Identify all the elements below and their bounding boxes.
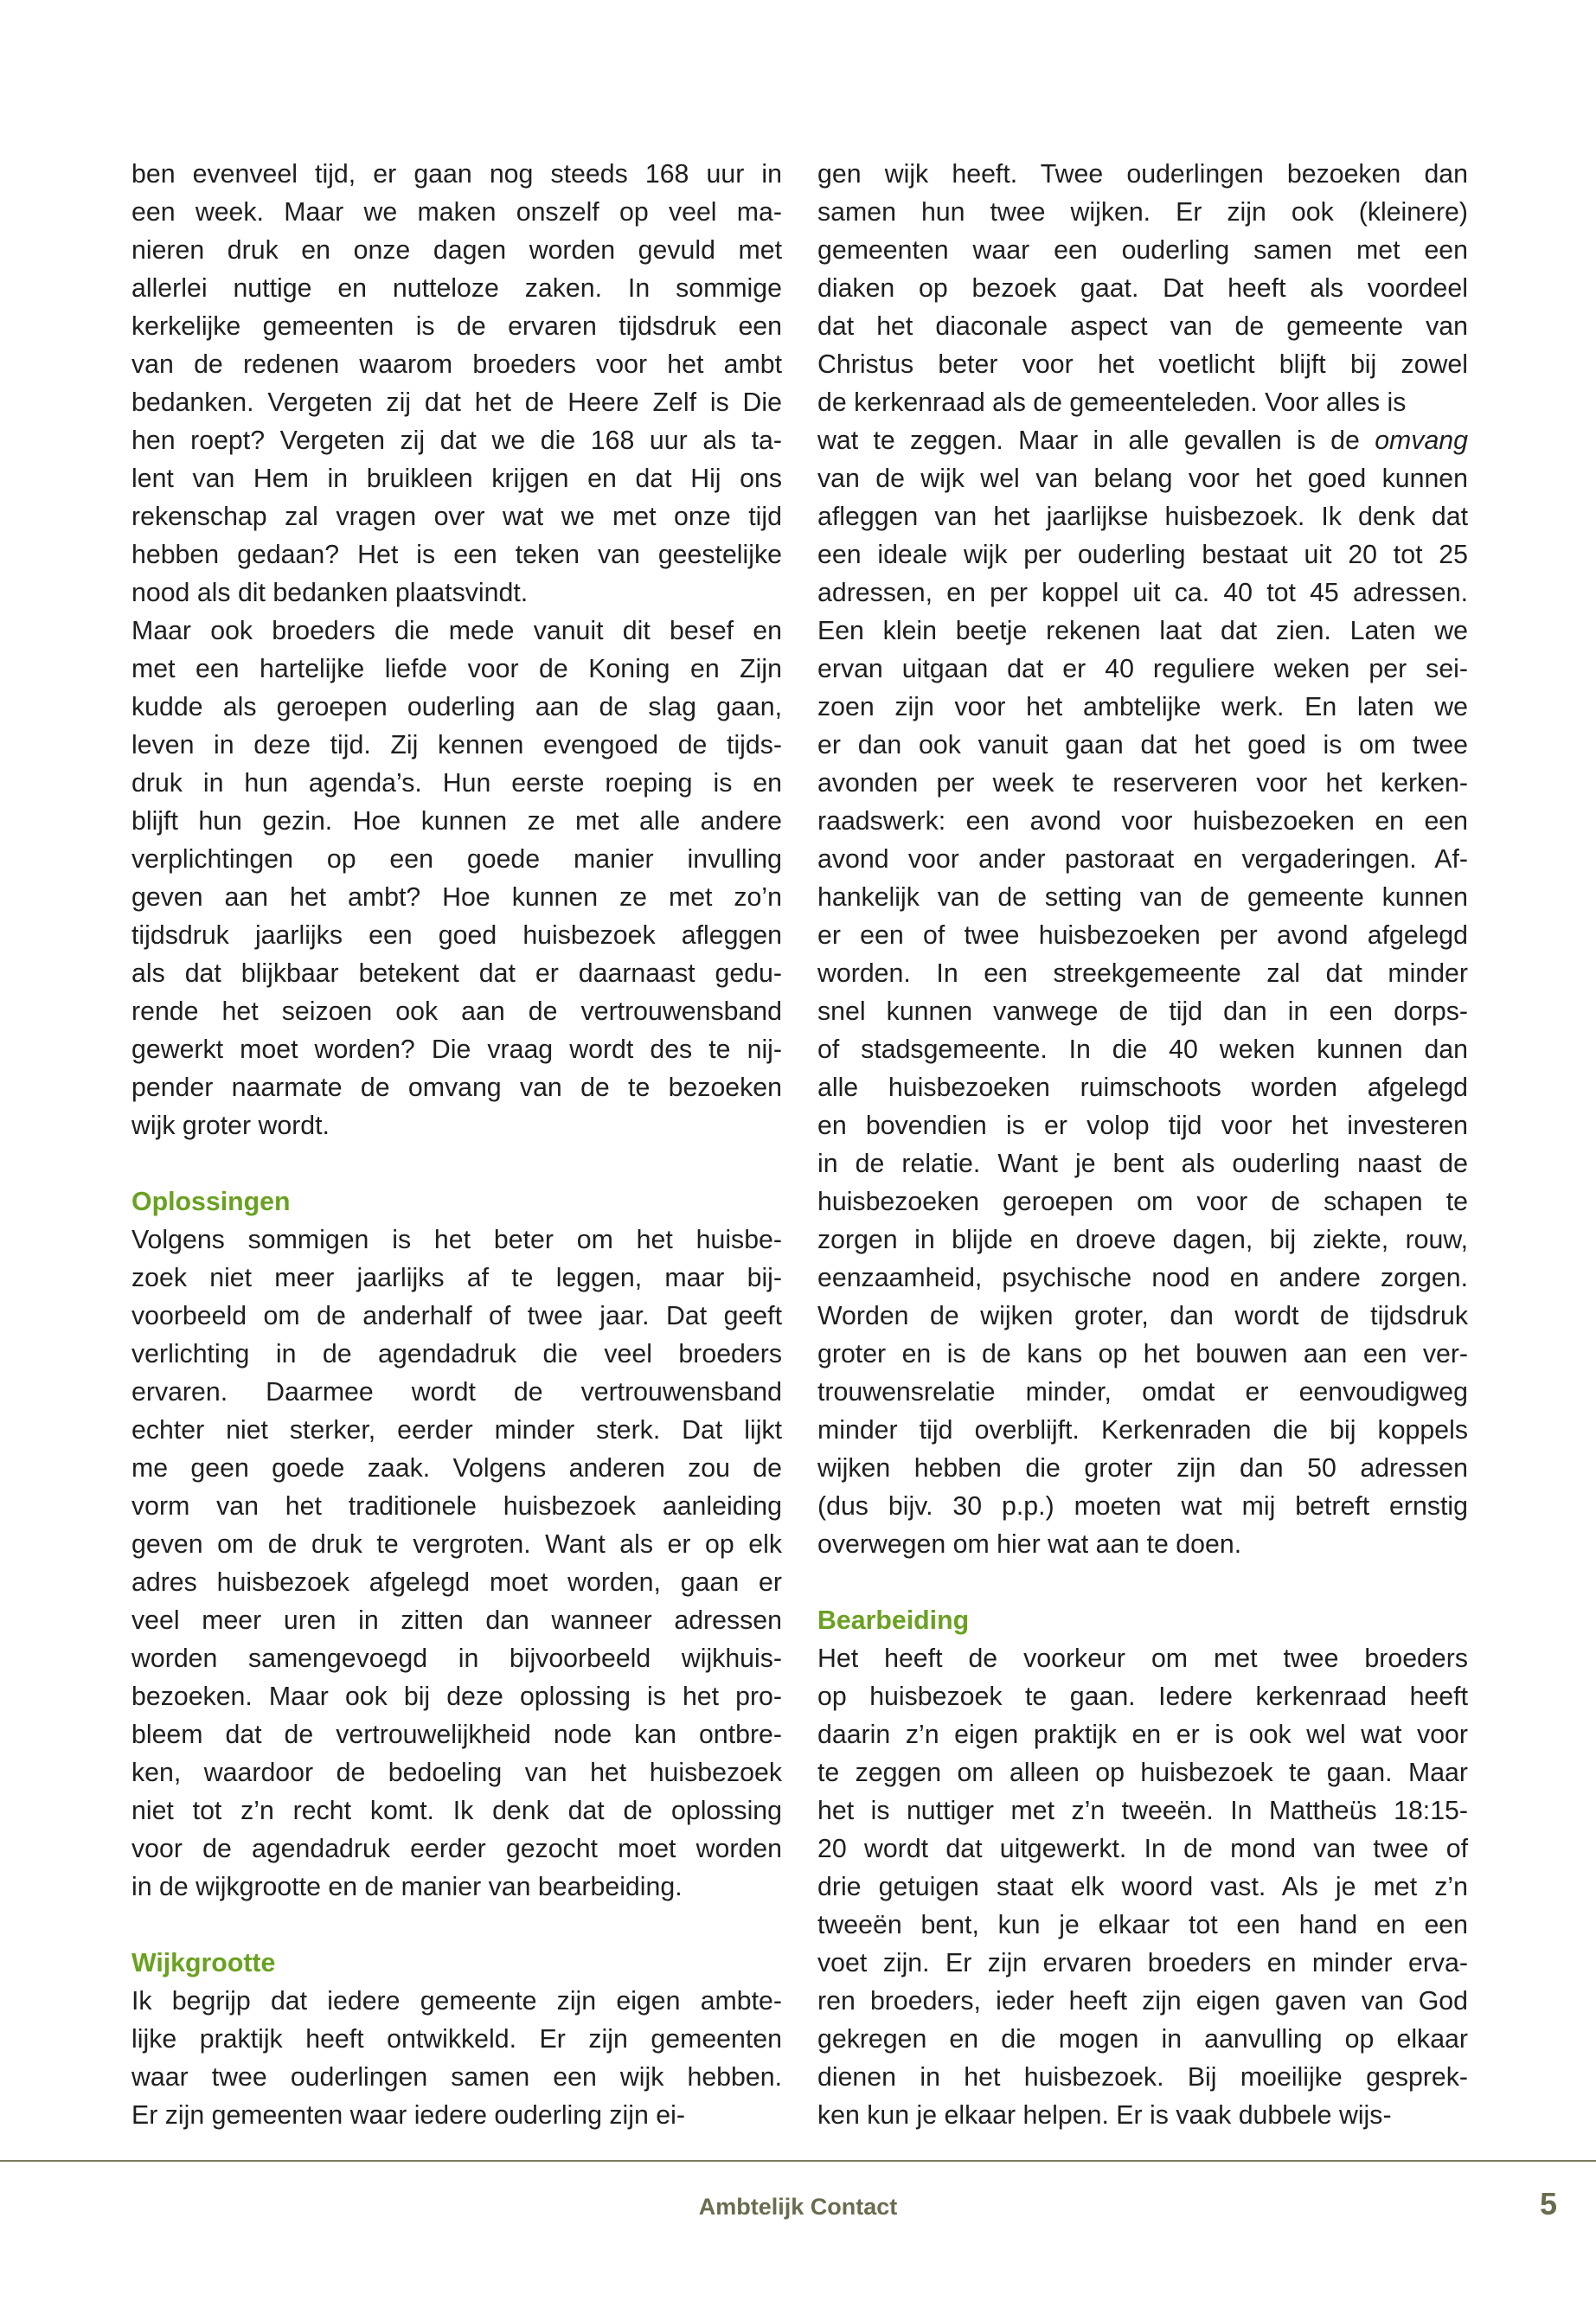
text-line: van de wijk wel van belang voor het goed kunnen <box>817 465 1468 493</box>
text-line: trouwensrelatie minder, omdat er eenvoudigweg <box>817 1378 1468 1407</box>
text-line: hankelijk van de setting van de gemeente kunnen <box>817 883 1468 912</box>
text-line: verplichtingen op een goede manier invulling <box>131 845 782 874</box>
text-line: snel kunnen vanwege de tijd dan in een dorps- <box>817 997 1468 1026</box>
text-line: ren broeders, ieder heeft zijn eigen gaven van God <box>817 1987 1468 2016</box>
text-line: ken kun je elkaar helpen. Er is vaak dubbele wijs- <box>817 2101 1392 2130</box>
text-line: te zeggen om alleen op huisbezoek te gaan. Maar <box>817 1759 1468 1787</box>
text-line: tweeën bent, kun je elkaar tot een hand en een <box>817 1911 1468 1939</box>
text-line-start: wat te zeggen. Maar in alle gevallen is de <box>817 426 1375 455</box>
page-number: 5 <box>1539 2186 1557 2221</box>
text-line: nood als dit bedanken plaatsvindt. <box>131 579 529 607</box>
emphasis-omvang: omvang <box>1375 426 1468 455</box>
text-line: dat het diaconale aspect van de gemeente van <box>817 312 1468 341</box>
text-line: een week. Maar we maken onszelf op veel ma- <box>131 198 782 227</box>
text-line: bedanken. Vergeten zij dat het de Heere Zelf is Die <box>131 388 782 417</box>
text-line: veel meer uren in zitten dan wanneer adressen <box>131 1606 782 1635</box>
text-line: wijken hebben die groter zijn dan 50 adressen <box>817 1454 1468 1483</box>
text-line: huisbezoeken geroepen om voor de schapen te <box>817 1188 1468 1216</box>
text-line: geven om de druk te vergroten. Want als er op elk <box>131 1530 782 1559</box>
text-line: wijk groter wordt. <box>131 1112 330 1140</box>
text-line: Het heeft de voorkeur om met twee broeders <box>817 1644 1468 1673</box>
text-line: Worden de wijken groter, dan wordt de tijdsdruk <box>817 1302 1468 1330</box>
text-line: zorgen in blijde en droeve dagen, bij ziekte, rouw, <box>817 1226 1468 1254</box>
text-line: gewerkt moet worden? Die vraag wordt des te nij- <box>131 1035 782 1064</box>
text-line: rekenschap zal vragen over wat we met onze tijd <box>131 503 782 531</box>
text-line: 20 wordt dat uitgewerkt. In de mond van twee of <box>817 1835 1468 1863</box>
text-line: het is nuttiger met z’n tweeën. In Mattheüs 18:15- <box>817 1797 1468 1825</box>
text-line: daarin z’n eigen praktijk en er is ook wel wat voor <box>817 1721 1468 1749</box>
paragraph <box>131 1221 782 1907</box>
text-line <box>817 422 1468 460</box>
text-line: met een hartelijke liefde voor de Koning en Zijn <box>131 655 782 683</box>
text-line: voet zijn. Er zijn ervaren broeders en minder erva- <box>817 1949 1468 1977</box>
text-line: als dat blijkbaar betekent dat er daarnaast gedu- <box>131 959 782 988</box>
text-line: Volgens sommigen is het beter om het huisbe- <box>131 1226 782 1254</box>
paragraph <box>131 1983 782 2135</box>
text-line: minder tijd overblijft. Kerkenraden die bij koppels <box>817 1416 1468 1445</box>
text-line: verlichting in de agendadruk die veel broeders <box>131 1340 782 1368</box>
text-line: raadswerk: een avond voor huisbezoeken en een <box>817 807 1468 836</box>
text-line: samen hun twee wijken. Er zijn ook (kleinere) <box>817 198 1468 227</box>
text-line: worden. In een streekgemeente zal dat minder <box>817 959 1468 988</box>
footer-rule <box>0 2160 1596 2162</box>
text-line: dienen in het huisbezoek. Bij moeilijke gesprek- <box>817 2063 1468 2092</box>
section-heading-wijkgrootte: Wijkgrootte <box>131 1949 276 1977</box>
text-line: worden samengevoegd in bijvoorbeeld wijkhuis- <box>131 1644 782 1673</box>
text-line: geven aan het ambt? Hoe kunnen ze met zo’n <box>131 883 782 912</box>
text-line: pender naarmate de omvang van de te bezoeken <box>131 1074 782 1102</box>
paragraph <box>817 1640 1468 2135</box>
text-line: blijft hun gezin. Hoe kunnen ze met alle andere <box>131 807 782 836</box>
text-line: Maar ook broeders die mede vanuit dit besef en <box>131 617 782 645</box>
text-line: vorm van het traditionele huisbezoek aanleiding <box>131 1492 782 1521</box>
text-line: kudde als geroepen ouderling aan de slag gaan, <box>131 693 782 721</box>
text-line: Christus beter voor het voetlicht blijft bij zowel <box>817 350 1468 379</box>
text-line: drie getuigen staat elk woord vast. Als je met z’n <box>817 1873 1468 1901</box>
text-line: lent van Hem in bruikleen krijgen en dat Hij ons <box>131 465 782 493</box>
text-line: zoek niet meer jaarlijks af te leggen, maar bij- <box>131 1264 782 1292</box>
text-line: op huisbezoek te gaan. Iedere kerkenraad heeft <box>817 1682 1468 1711</box>
text-line: voor de agendadruk eerder gezocht moet worden <box>131 1835 782 1863</box>
text-line: groter en is de kans op het bouwen aan een ver- <box>817 1340 1468 1368</box>
section-heading-bearbeiding: Bearbeiding <box>817 1606 970 1635</box>
text-line: ervaren. Daarmee wordt de vertrouwensband <box>131 1378 782 1407</box>
paragraph <box>817 460 1468 1564</box>
text-line: waar twee ouderlingen samen een wijk hebben. <box>131 2063 782 2092</box>
text-line: ben evenveel tijd, er gaan nog steeds 168 uur in <box>131 160 782 189</box>
left-column <box>131 156 782 2135</box>
text-line: Er zijn gemeenten waar iedere ouderling zijn ei- <box>131 2101 685 2130</box>
text-line: adres huisbezoek afgelegd moet worden, gaan er <box>131 1568 782 1597</box>
text-line: nieren druk en onze dagen worden gevuld met <box>131 236 782 265</box>
text-line: allerlei nuttige en nutteloze zaken. In sommige <box>131 274 782 303</box>
text-line: bezoeken. Maar ook bij deze oplossing is het pro- <box>131 1682 782 1711</box>
text-line: tijdsdruk jaarlijks een goed huisbezoek afleggen <box>131 921 782 950</box>
text-line: bleem dat de vertrouwelijkheid node kan ontbre- <box>131 1721 782 1749</box>
text-line: hebben gedaan? Het is een teken van geestelijke <box>131 541 782 569</box>
text-line: adressen, en per koppel uit ca. 40 tot 45 adressen. <box>817 579 1468 607</box>
text-line: ervan uitgaan dat er 40 reguliere weken per sei- <box>817 655 1468 683</box>
text-line: druk in hun agenda’s. Hun eerste roeping is en <box>131 769 782 798</box>
right-column <box>817 156 1468 2135</box>
text-line: gekregen en die mogen in aanvulling op elkaar <box>817 2025 1468 2054</box>
text-line: gemeenten waar een ouderling samen met een <box>817 236 1468 265</box>
text-line: Een klein beetje rekenen laat dat zien. Laten we <box>817 617 1468 645</box>
text-line: er een of twee huisbezoeken per avond afgelegd <box>817 921 1468 950</box>
text-line: en bovendien is er volop tijd voor het investeren <box>817 1112 1468 1140</box>
text-line: gen wijk heeft. Twee ouderlingen bezoeken dan <box>817 160 1468 189</box>
text-line: of stadsgemeente. In die 40 weken kunnen dan <box>817 1035 1468 1064</box>
text-line: me geen goede zaak. Volgens anderen zou de <box>131 1454 782 1483</box>
text-line: er dan ook vanuit gaan dat het goed is om twee <box>817 731 1468 760</box>
text-line: in de wijkgrootte en de manier van bearbeiding. <box>131 1873 683 1901</box>
text-line: ken, waardoor de bedoeling van het huisbezoek <box>131 1759 782 1787</box>
text-line: avond voor ander pastoraat en vergaderingen. Af- <box>817 845 1468 874</box>
paragraph <box>131 612 782 1145</box>
footer-magazine-title: Ambtelijk Contact <box>698 2194 898 2220</box>
text-line: zoen zijn voor het ambtelijke werk. En laten we <box>817 693 1468 721</box>
text-line: een ideale wijk per ouderling bestaat uit 20 tot 25 <box>817 541 1468 569</box>
text-line: hen roept? Vergeten zij dat we die 168 uur als ta- <box>131 426 782 455</box>
text-line: (dus bijv. 30 p.p.) moeten wat mij betreft ernstig <box>817 1492 1468 1521</box>
text-line: kerkelijke gemeenten is de ervaren tijdsdruk een <box>131 312 782 341</box>
text-line: alle huisbezoeken ruimschoots worden afgelegd <box>817 1074 1468 1102</box>
section-heading-oplossingen: Oplossingen <box>131 1188 291 1216</box>
text-line: de kerkenraad als de gemeenteleden. Voor alles is <box>817 388 1407 417</box>
text-line: lijke praktijk heeft ontwikkeld. Er zijn gemeenten <box>131 2025 782 2054</box>
text-line: leven in deze tijd. Zij kennen evengoed de tijds- <box>131 731 782 760</box>
text-line: overwegen om hier wat aan te doen. <box>817 1530 1242 1559</box>
text-line: eenzaamheid, psychische nood en andere zorgen. <box>817 1264 1468 1292</box>
paragraph <box>131 156 782 612</box>
text-line: voorbeeld om de anderhalf of twee jaar. Dat geeft <box>131 1302 782 1330</box>
text-line: van de redenen waarom broeders voor het ambt <box>131 350 782 379</box>
text-line: in de relatie. Want je bent als ouderling naast de <box>817 1150 1468 1178</box>
text-line: avonden per week te reserveren voor het kerken- <box>817 769 1468 798</box>
text-line: afleggen van het jaarlijkse huisbezoek. Ik denk dat <box>817 503 1468 531</box>
text-line: echter niet sterker, eerder minder sterk. Dat lijkt <box>131 1416 782 1445</box>
text-line: niet tot z’n recht komt. Ik denk dat de oplossing <box>131 1797 782 1825</box>
text-line: diaken op bezoek gaat. Dat heeft als voordeel <box>817 274 1468 303</box>
text-line: Ik begrijp dat iedere gemeente zijn eigen ambte- <box>131 1987 782 2016</box>
paragraph <box>817 156 1468 422</box>
text-line: rende het seizoen ook aan de vertrouwensband <box>131 997 782 1026</box>
